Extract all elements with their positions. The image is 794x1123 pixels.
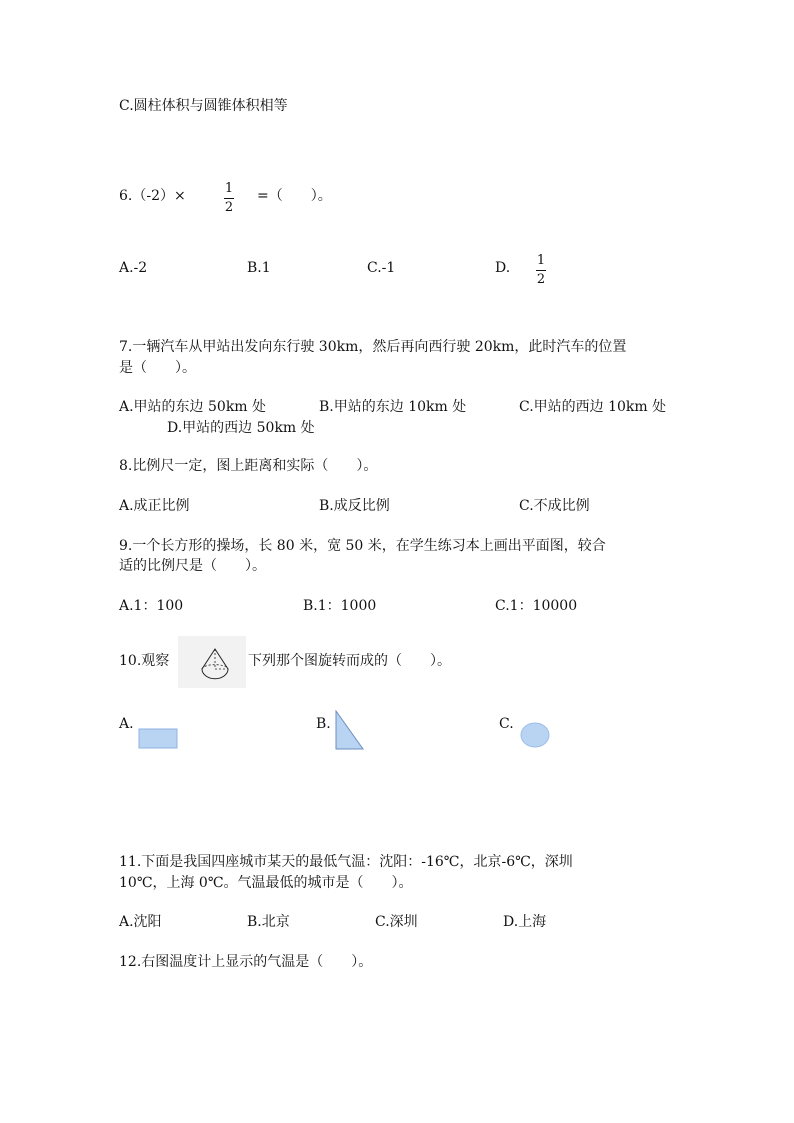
- q10-option-a: A.: [119, 716, 134, 732]
- q6-fraction-denominator: 2: [224, 200, 234, 215]
- q6-option-d-numerator: 1: [536, 253, 546, 268]
- q12-stem: 12.右图温度计上显示的气温是（ ）。: [119, 954, 373, 970]
- circle-icon: [518, 720, 552, 750]
- q11-option-d: D.上海: [503, 914, 547, 930]
- q10-stem-left: 10.观察: [119, 653, 170, 669]
- q7-option-a: A.甲站的东边 50km 处: [119, 399, 267, 415]
- q6-option-d: D.: [495, 260, 511, 276]
- q9-stem-line2: 适的比例尺是（ ）。: [119, 558, 266, 574]
- q7-option-b: B.甲站的东边 10km 处: [319, 399, 467, 415]
- q9-option-b: B.1：1000: [303, 598, 377, 614]
- q6-option-a: A.-2: [119, 260, 148, 276]
- q6-option-b: B.1: [247, 260, 271, 276]
- q6-fraction: [224, 182, 234, 215]
- q6-stem-right: =（ ）。: [257, 188, 332, 204]
- cone-figure: [178, 636, 246, 688]
- rectangle-shape: [138, 728, 180, 754]
- q11-stem-line1: 11.下面是我国四座城市某天的最低气温：沈阳：-16℃，北京-6℃，深圳: [119, 854, 573, 870]
- q6-stem-left: 6.（-2）×: [119, 188, 186, 204]
- circle-shape: [518, 720, 552, 754]
- q8-stem: 8.比例尺一定，图上距离和实际（ ）。: [119, 458, 378, 474]
- q6-fraction-numerator: 1: [224, 181, 234, 196]
- cone-icon: [178, 636, 246, 688]
- right-triangle-shape: [334, 710, 366, 756]
- q11-option-c: C.深圳: [375, 914, 418, 930]
- q6-option-d-denominator: 2: [536, 272, 546, 287]
- q9-stem-line1: 9.一个长方形的操场，长 80 米，宽 50 米，在学生练习本上画出平面图，较合: [119, 538, 606, 554]
- q11-option-a: A.沈阳: [119, 914, 162, 930]
- q11-stem-line2: 10℃，上海 0℃。气温最低的城市是（ ）。: [119, 875, 413, 891]
- q10-option-c: C.: [499, 716, 514, 732]
- q7-option-c: C.甲站的西边 10km 处: [519, 399, 667, 415]
- q7-stem-line2: 是（ ）。: [119, 360, 196, 376]
- q5-option-c: C.圆柱体积与圆锥体积相等: [119, 98, 288, 114]
- q9-option-a: A.1：100: [119, 598, 184, 614]
- q6-option-c: C.-1: [367, 260, 396, 276]
- q6-option-d-bar: [536, 270, 546, 271]
- right-triangle-icon: [334, 710, 366, 752]
- q9-option-c: C.1：10000: [495, 598, 578, 614]
- q6-option-d-fraction: [536, 254, 546, 287]
- q8-option-a: A.成正比例: [119, 498, 190, 514]
- q10-option-b: B.: [316, 716, 331, 732]
- q10-stem-right: 下列那个图旋转而成的（ ）。: [248, 653, 451, 669]
- q7-stem-line1: 7.一辆汽车从甲站出发向东行驶 30km，然后再向西行驶 20km，此时汽车的位置: [119, 339, 627, 355]
- q6-fraction-bar: [224, 198, 234, 199]
- q11-option-b: B.北京: [247, 914, 290, 930]
- q7-option-d: D.甲站的西边 50km 处: [167, 420, 315, 436]
- q8-option-c: C.不成比例: [519, 498, 590, 514]
- rectangle-icon: [138, 728, 180, 750]
- q8-option-b: B.成反比例: [319, 498, 390, 514]
